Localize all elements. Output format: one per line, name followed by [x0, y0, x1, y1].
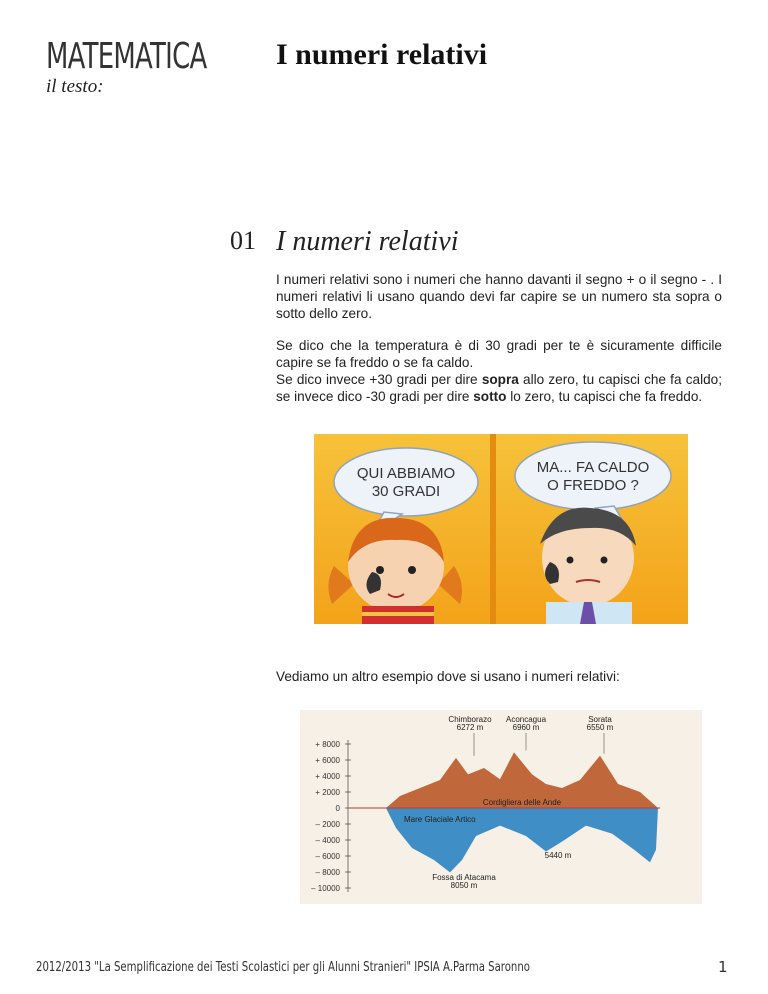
bubble-right-line2: O FREDDO ? — [547, 477, 639, 494]
y-tick-label: + 2000 — [315, 788, 340, 797]
bold-sopra: sopra — [481, 372, 519, 387]
paragraph-temperature-b — [276, 371, 722, 405]
y-tick-label: – 4000 — [315, 836, 340, 845]
speech-bubble-left — [334, 448, 478, 516]
text-run: lo zero, tu capisci che fa freddo. — [506, 389, 703, 404]
text-run: allo zero, tu capisci che fa caldo; se invece dico -30 gradi per dire — [276, 372, 722, 404]
annotation-value: 6272 m — [456, 723, 484, 732]
section-title: I numeri relativi — [276, 226, 459, 257]
annotation-name: Aconcagua — [505, 715, 547, 724]
y-tick-label: – 2000 — [315, 820, 340, 829]
bubble-left-line2: 30 GRADI — [371, 483, 441, 500]
paragraph-temperature — [276, 337, 722, 405]
relief-chart — [300, 710, 702, 904]
y-tick-label: – 10000 — [311, 884, 340, 893]
bubble-right-line1: MA... FA CALDO — [536, 459, 650, 476]
man-character — [540, 508, 636, 624]
annotation-value: 6550 m — [586, 723, 614, 732]
brand-title: MATEMATICA — [46, 36, 207, 77]
footer-text: 2012/2013 "La Semplificazione dei Testi Scolastici per gli Alunni Stranieri" IPSIA A.Parma Saronno — [36, 960, 530, 975]
paragraph-temperature-a: Se dico che la temperatura è di 30 gradi per te è sicuramente difficile capire se fa freddo o se fa caldo. — [276, 338, 722, 370]
annotation-name: Fossa di Atacama — [432, 873, 496, 882]
comic-divider — [490, 434, 496, 624]
paragraph-example — [276, 668, 722, 685]
annotation-name: Sorata — [588, 715, 612, 724]
annotation-value: 6960 m — [512, 723, 540, 732]
paragraph-example-text: Vediamo un altro esempio dove si usano i numeri relativi: — [276, 669, 620, 684]
annotation-name: Chimborazo — [448, 715, 492, 724]
y-tick-label: + 4000 — [315, 772, 340, 781]
bold-sotto: sotto — [473, 389, 507, 404]
annotation-value: 5440 m — [544, 851, 572, 860]
y-tick-label: + 6000 — [315, 756, 340, 765]
page-title: I numeri relativi — [276, 38, 488, 71]
paragraph-intro-text: I numeri relativi sono i numeri che hanno davanti il segno + o il segno - . I numeri relativi li usano quando devi far capire se un numero sta sopra o sotto dello zero. — [276, 272, 722, 321]
brand-subtitle: il testo: — [46, 76, 104, 97]
comic-illustration — [314, 434, 688, 624]
text-run: Se dico invece +30 gradi per dire — [276, 372, 482, 387]
page-number: 1 — [718, 958, 728, 976]
bubble-left-line1: QUI ABBIAMO — [356, 465, 456, 482]
y-tick-label: – 6000 — [315, 852, 340, 861]
annotation-value: 8050 m — [450, 881, 478, 890]
y-tick-label: 0 — [335, 804, 340, 813]
y-tick-label: + 8000 — [315, 740, 340, 749]
section-number: 01 — [230, 226, 256, 255]
series-label-sea: Mare Glaciale Artico — [404, 815, 476, 824]
series-label-land: Cordigliera delle Ande — [482, 798, 562, 807]
speech-bubble-right — [515, 442, 671, 510]
paragraph-intro — [276, 271, 722, 322]
y-tick-label: – 8000 — [315, 868, 340, 877]
